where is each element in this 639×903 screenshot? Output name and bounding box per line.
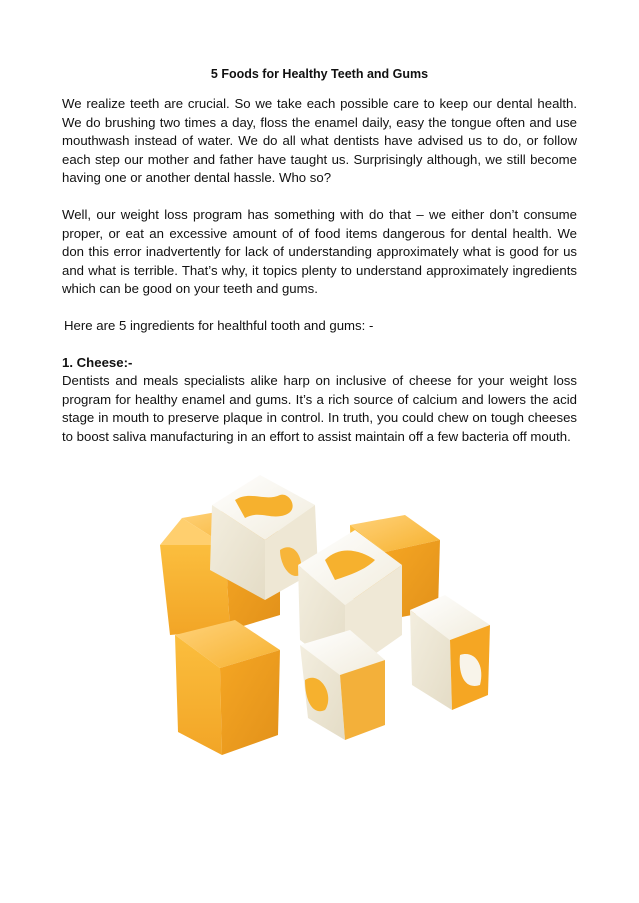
section-heading-cheese: 1. Cheese:-	[62, 355, 133, 370]
cheese-cubes-image	[140, 470, 500, 770]
explanation-paragraph: Well, our weight loss program has something with do that – we either don’t consume proper, or eat an excessive amount of of food items dangerous for dental health. We don this error inadvertently for lack of understanding approximately what is good for us and what is terrible. That’s why, it topics plenty to understand approximately ingredients which can be good on your teeth and gums.	[62, 207, 577, 297]
cheddar-cube-front-left	[175, 620, 280, 755]
section-text-cheese: Dentists and meals specialists alike harp on inclusive of cheese for your weight loss program for healthy enamel and gums. It’s a rich source of calcium and lowers the acid stage in mouth to preserve plaque in control. In truth, you could chew on tough cheeses to boost saliva manufacturing in an effort to assist maintain off a few bacteria off mouth.	[62, 373, 577, 444]
document-title: 5 Foods for Healthy Teeth and Gums	[210, 67, 429, 81]
list-intro-paragraph: Here are 5 ingredients for healthful tooth and gums: -	[64, 318, 374, 333]
marbled-cube-right	[410, 595, 490, 710]
intro-paragraph: We realize teeth are crucial. So we take each possible care to keep our dental health. We do brushing two times a day, floss the enamel daily, easy the tongue often and use mouthwash instead of water. We do all what dentists have advised us to do, or follow each step our mother and father have taught us. Surprisingly although, we still become having one or another dental hassle. Who so?	[62, 96, 577, 186]
